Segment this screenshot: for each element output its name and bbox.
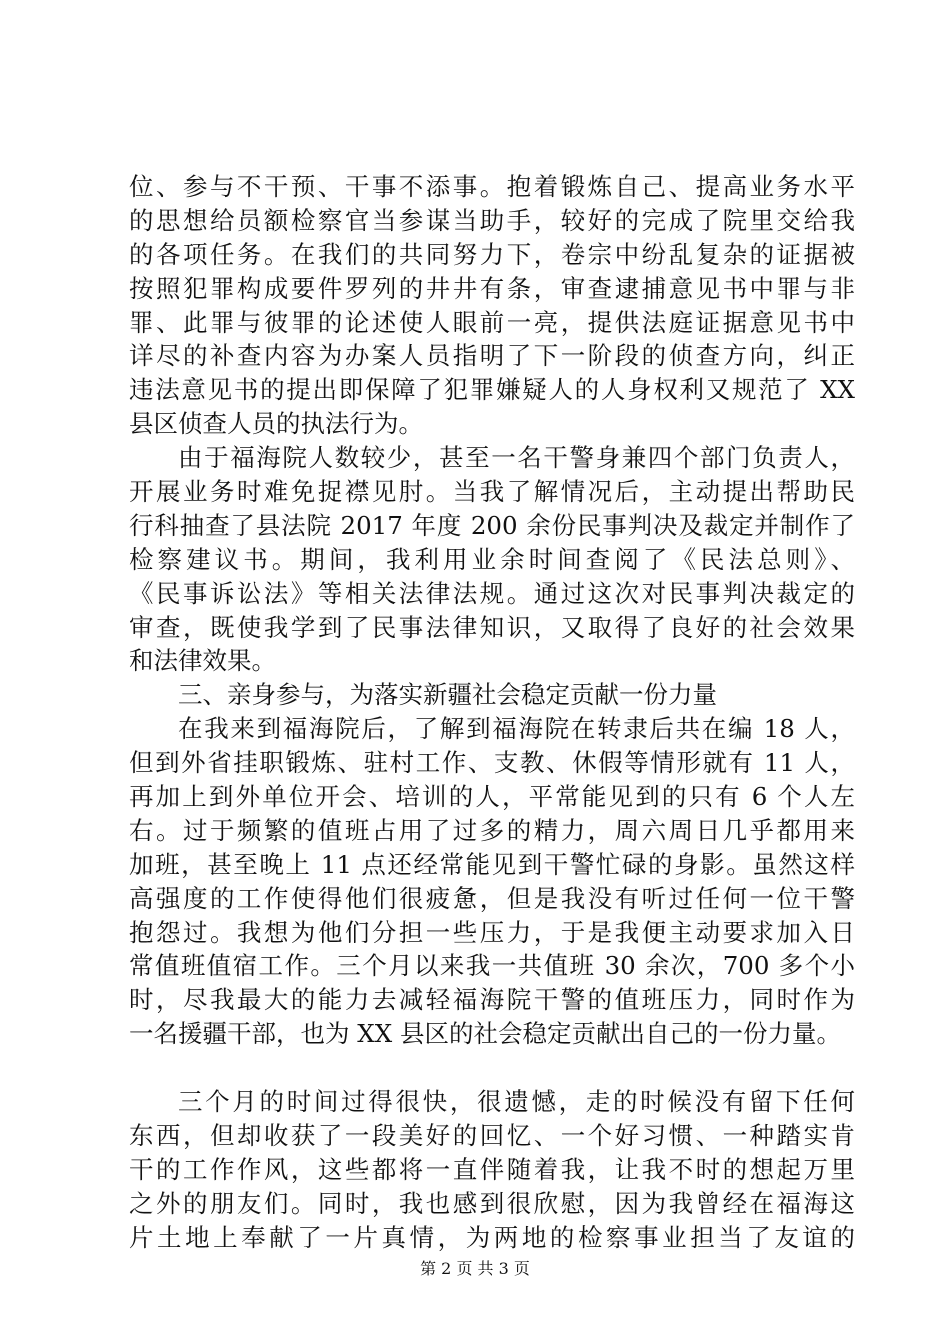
text-line: 之外的朋友们。同时，我也感到很欣慰，因为我曾经在福海这 — [129, 1188, 855, 1218]
text-line: 审查，既使我学到了民事法律知识，又取得了良好的社会效果 — [129, 612, 855, 642]
text-line: 但到外省挂职锻炼、驻村工作、支教、休假等情形就有 11 人， — [129, 748, 855, 778]
paragraph-continuation — [129, 170, 855, 441]
text-line: 和法律效果。 — [129, 646, 276, 676]
text-line: 详尽的补查内容为办案人员指明了下一阶段的侦查方向，纠正 — [129, 341, 855, 371]
paragraph-duty-shifts — [129, 712, 855, 1051]
text-line: 位、参与不干预、干事不添事。抱着锻炼自己、提高业务水平 — [129, 172, 855, 201]
page-number-footer: 第 2 页 共 3 页 — [420, 1259, 530, 1278]
text-line: 的思想给员额检察官当参谋当助手，较好的完成了院里交给我 — [129, 205, 855, 235]
text-line: 行科抽查了县法院 2017 年度 200 余份民事判决及裁定并制作了 — [129, 510, 855, 540]
paragraph-conclusion — [129, 1085, 855, 1254]
text-line: 干的工作作风，这些都将一直伴随着我，让我不时的想起万里 — [129, 1154, 855, 1184]
text-line: 再加上到外单位开会、培训的人，平常能见到的只有 6 个人左 — [129, 782, 855, 812]
text-line: 检察建议书。期间，我利用业余时间查阅了《民法总则》、 — [129, 544, 855, 574]
text-line: 违法意见书的提出即保障了犯罪嫌疑人的人身权利又规范了 XX — [129, 375, 855, 405]
text-line: 右。过于频繁的值班占用了过多的精力，周六周日几乎都用来 — [129, 815, 855, 845]
document-body — [129, 170, 855, 1255]
section-heading-text: 三、亲身参与，为落实新疆社会稳定贡献一份力量 — [178, 680, 717, 710]
text-line: 时，尽我最大的能力去减轻福海院干警的值班压力，同时作为 — [129, 985, 855, 1015]
text-line: 常值班值宿工作。三个月以来我一共值班 30 余次，700 多个小 — [129, 951, 855, 981]
text-line: 片土地上奉献了一片真情，为两地的检察事业担当了友谊的 — [129, 1222, 855, 1252]
text-line: 由于福海院人数较少，甚至一名干警身兼四个部门负责人， — [178, 443, 855, 473]
paragraph-civil-review — [129, 441, 855, 678]
text-line: 一名援疆干部，也为 XX 县区的社会稳定贡献出自己的一份力量。 — [129, 1019, 841, 1049]
text-line: 的各项任务。在我们的共同努力下，卷宗中纷乱复杂的证据被 — [129, 239, 855, 269]
text-line: 按照犯罪构成要件罗列的井井有条，审查逮捕意见书中罪与非 — [129, 273, 855, 303]
text-line: 抱怨过。我想为他们分担一些压力，于是我便主动要求加入日 — [129, 917, 855, 947]
text-line: 开展业务时难免捉襟见肘。当我了解情况后，主动提出帮助民 — [129, 477, 855, 507]
paragraph-spacer — [129, 1051, 855, 1085]
text-line: 罪、此罪与彼罪的论述使人眼前一亮，提供法庭证据意见书中 — [129, 307, 855, 337]
text-line: 三个月的时间过得很快，很遗憾，走的时候没有留下任何 — [178, 1087, 855, 1117]
text-line: 《民事诉讼法》等相关法律法规。通过这次对民事判决裁定的 — [129, 578, 855, 608]
text-line: 加班，甚至晚上 11 点还经常能见到干警忙碌的身影。虽然这样 — [129, 849, 855, 879]
text-line: 县区侦查人员的执法行为。 — [129, 409, 423, 439]
text-line: 在我来到福海院后，了解到福海院在转隶后共在编 18 人， — [178, 714, 855, 744]
section-heading — [129, 678, 855, 712]
text-line: 高强度的工作使得他们很疲惫，但是我没有听过任何一位干警 — [129, 883, 855, 913]
text-line: 东西，但却收获了一段美好的回忆、一个好习惯、一种踏实肯 — [129, 1121, 855, 1151]
